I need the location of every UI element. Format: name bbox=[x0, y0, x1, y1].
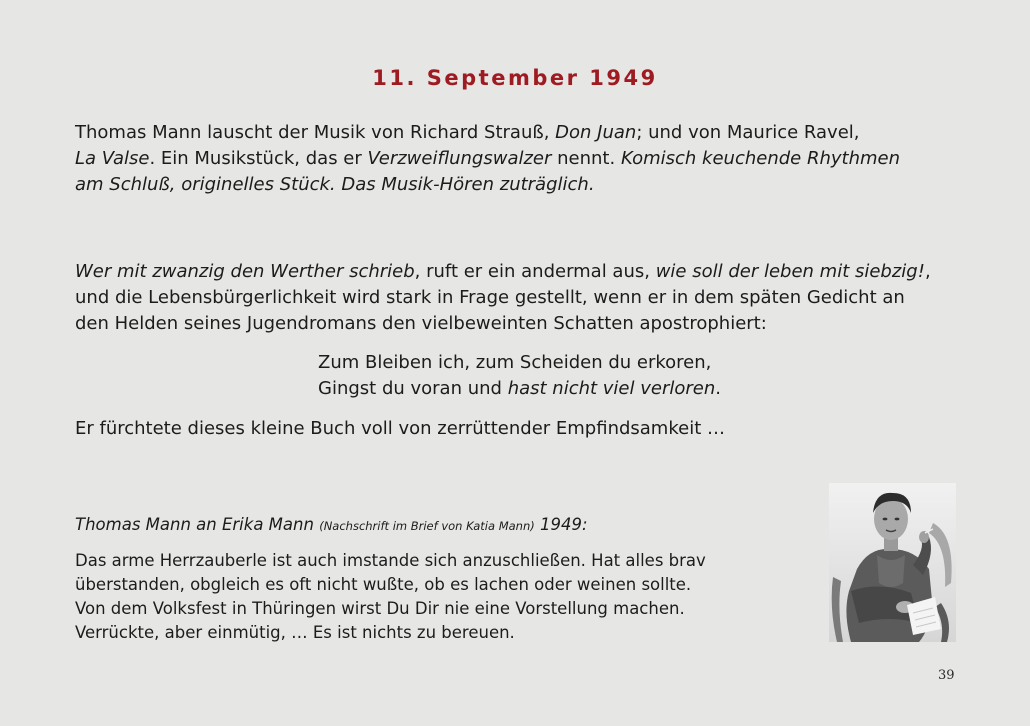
letter-heading-year: 1949: bbox=[534, 515, 588, 534]
letter-line: überstanden, obgleich es oft nicht wußte, ob es lachen oder weinen sollte. bbox=[75, 575, 692, 594]
work-title-la-valse: La Valse bbox=[75, 148, 150, 169]
letter-heading-text: Thomas Mann an Erika Mann bbox=[75, 515, 320, 534]
work-title-don-juan: Don Juan bbox=[555, 122, 637, 143]
paragraph-line: und die Lebensbürgerlichkeit wird stark in Frage gestellt, wenn er in dem späten Gedicht an bbox=[75, 287, 905, 308]
letter-heading-note: (Nachschrift im Brief von Katia Mann) bbox=[319, 519, 535, 533]
paragraph-line: den Helden seines Jugendromans den vielbeweinten Schatten apostrophiert: bbox=[75, 313, 767, 334]
poem-quote bbox=[318, 350, 721, 402]
text-run: ; und von Maurice Ravel, bbox=[636, 122, 860, 143]
paragraph-line bbox=[75, 120, 955, 146]
letter-line: Das arme Herrzauberle ist auch imstande sich anzuschließen. Hat alles brav bbox=[75, 551, 706, 570]
letter-body bbox=[75, 549, 795, 645]
poem-emphasis: hast nicht viel verloren bbox=[507, 378, 716, 399]
text-run: Gingst du voran und bbox=[318, 378, 508, 399]
poem-line: Zum Bleiben ich, zum Scheiden du erkoren, bbox=[318, 352, 712, 373]
portrait-photo-image bbox=[829, 483, 956, 642]
paragraph-empfindsamkeit: Er fürchtete dieses kleine Buch voll von zerrüttender Empfindsamkeit … bbox=[75, 418, 725, 439]
paragraph-strauss-ravel bbox=[75, 120, 955, 198]
page-title: 11. September 1949 bbox=[372, 66, 658, 90]
portrait-photo bbox=[829, 483, 956, 642]
letter-line: Verrückte, aber einmütig, … Es ist nichts zu bereuen. bbox=[75, 623, 515, 642]
term-verzweiflungswalzer: Verzweiflungswalzer bbox=[367, 148, 552, 169]
quote-siebzig: wie soll der leben mit siebzig! bbox=[655, 261, 925, 282]
paragraph-line bbox=[75, 259, 955, 285]
quote-werther: Wer mit zwanzig den Werther schrieb bbox=[75, 261, 415, 282]
letter-heading bbox=[75, 513, 588, 538]
text-run: , bbox=[924, 261, 931, 282]
text-run: nennt. bbox=[551, 148, 621, 169]
text-run: . Ein Musikstück, das er bbox=[149, 148, 368, 169]
paragraph-line bbox=[75, 146, 955, 172]
diary-quote: Komisch keuchende Rhythmen bbox=[620, 148, 901, 169]
page-number: 39 bbox=[938, 668, 955, 683]
text-run: , ruft er ein andermal aus, bbox=[414, 261, 656, 282]
diary-quote-line: am Schluß, originelles Stück. Das Musik-Hören zuträglich. bbox=[75, 174, 595, 195]
text-run: Thomas Mann lauscht der Musik von Richard Strauß, bbox=[75, 122, 556, 143]
paragraph-werther bbox=[75, 259, 955, 337]
poem-line bbox=[318, 376, 721, 402]
text-run: . bbox=[715, 378, 721, 399]
letter-line: Von dem Volksfest in Thüringen wirst Du Dir nie eine Vorstellung machen. bbox=[75, 599, 685, 618]
